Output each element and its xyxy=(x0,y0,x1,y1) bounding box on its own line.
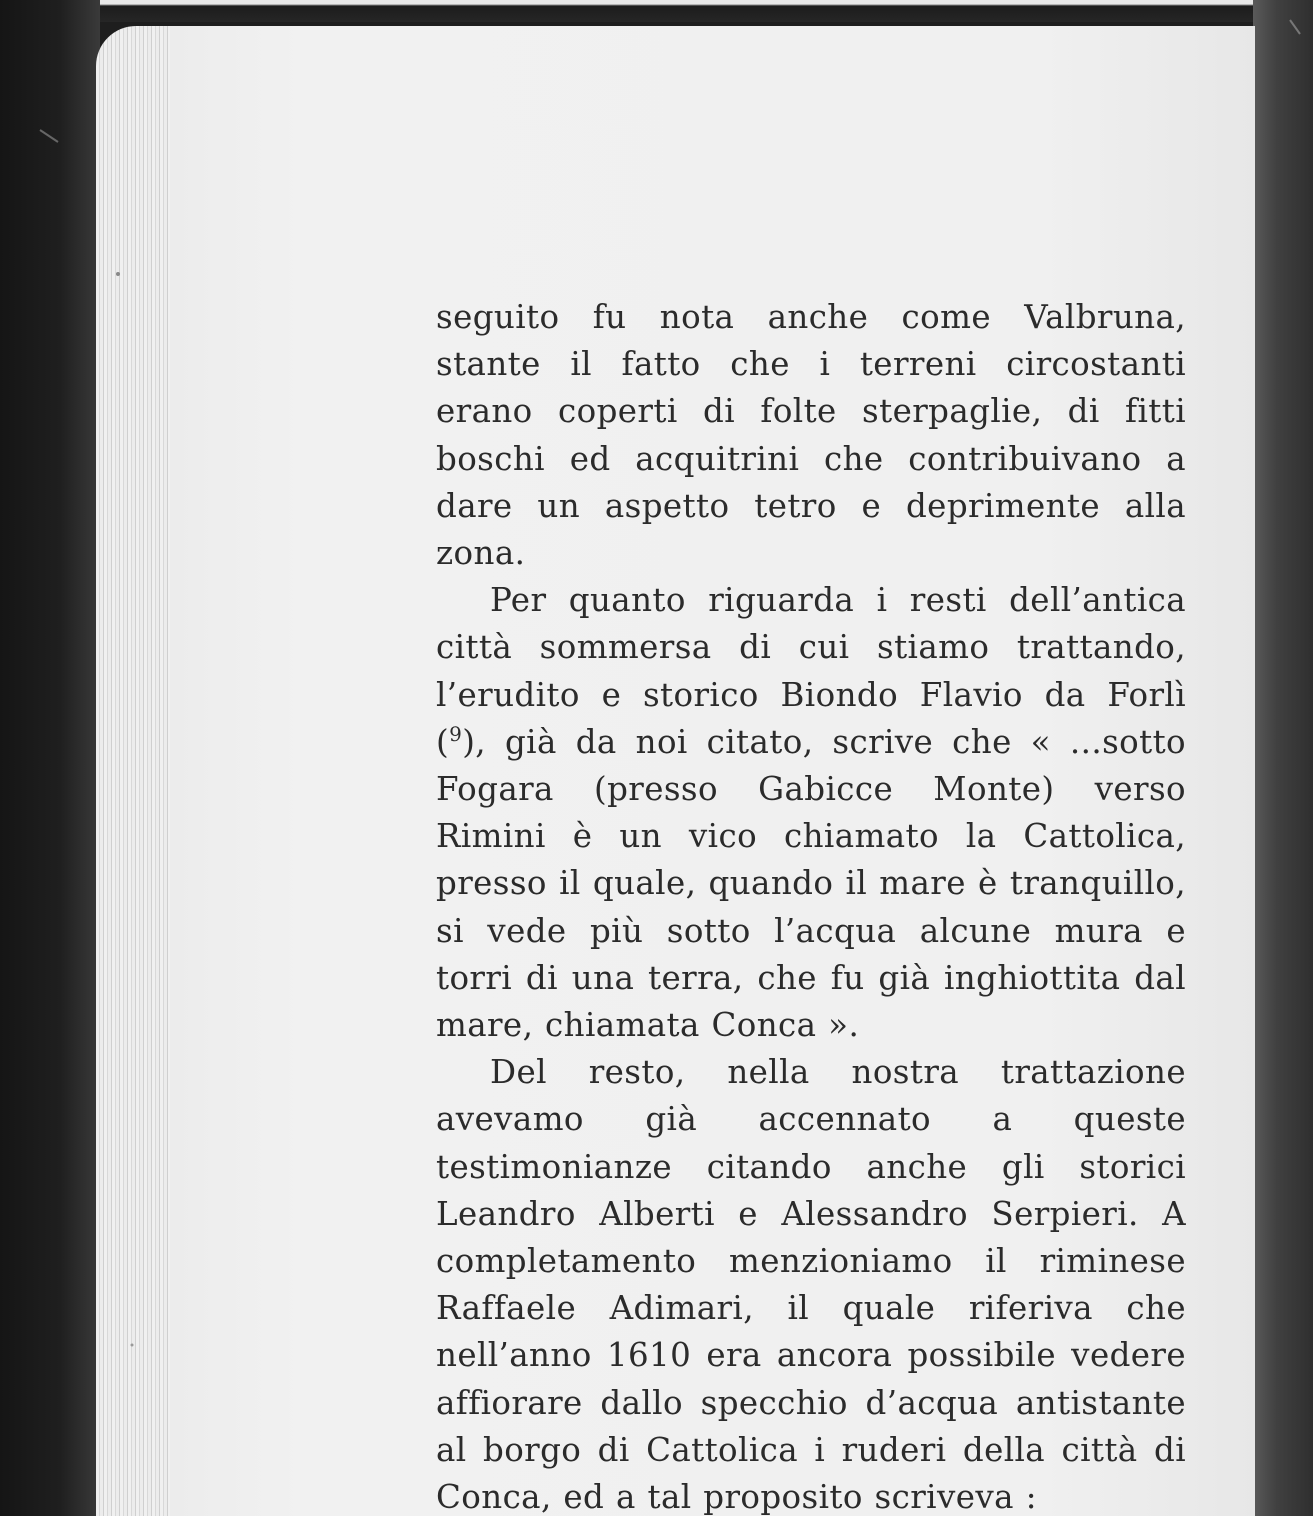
scanner-top-edge xyxy=(0,0,1313,22)
stacked-page-edges xyxy=(96,26,176,1516)
paragraph-biondo-flavio-end: ), già da noi citato, scrive che « ...sotto Fogara (presso Gabicce Monte) verso Rimini è un vico chiamato la Cattolica, presso il quale, quando il mare è tranquillo, si vede più sotto l’acqua alcune mura e torri di una terra, che fu già inghiottita dal mare, chiamata Conca ». xyxy=(436,722,1186,1045)
paragraph-adimari: Del resto, nella nostra trattazione avevamo già accennato a queste testimonianze citando anche gli storici Leandro Alberti e Alessandro Serpieri. A completamento menzioniamo il riminese Raffaele Adimari, il quale riferiva che nell’anno 1610 era ancora possibile vedere affiorare dallo specchio d’acqua antistante al borgo di Cattolica i ruderi della città di Conca, ed a tal proposito scriveva : xyxy=(436,1053,1186,1516)
book-binding-shadow xyxy=(0,0,100,1516)
page-body-text xyxy=(436,294,1186,1516)
book-page xyxy=(170,26,1255,1516)
scanner-right-edge xyxy=(1253,0,1313,1516)
paragraph-biondo-flavio-start: Per quanto riguarda i resti dell’antica città sommersa di cui stiamo trattando, l’erudito e storico Biondo Flavio da Forlì ( xyxy=(436,581,1186,761)
paragraph-biondo-flavio xyxy=(436,577,1186,1049)
paragraph-valbruna: seguito fu nota anche come Valbruna, stante il fatto che i terreni circostanti erano coperti di folte sterpaglie, di fitti boschi ed acquitrini che contribuivano a dare un aspetto tetro e deprimente alla zona. xyxy=(436,298,1186,573)
footnote-reference[interactable]: 9 xyxy=(449,721,463,746)
